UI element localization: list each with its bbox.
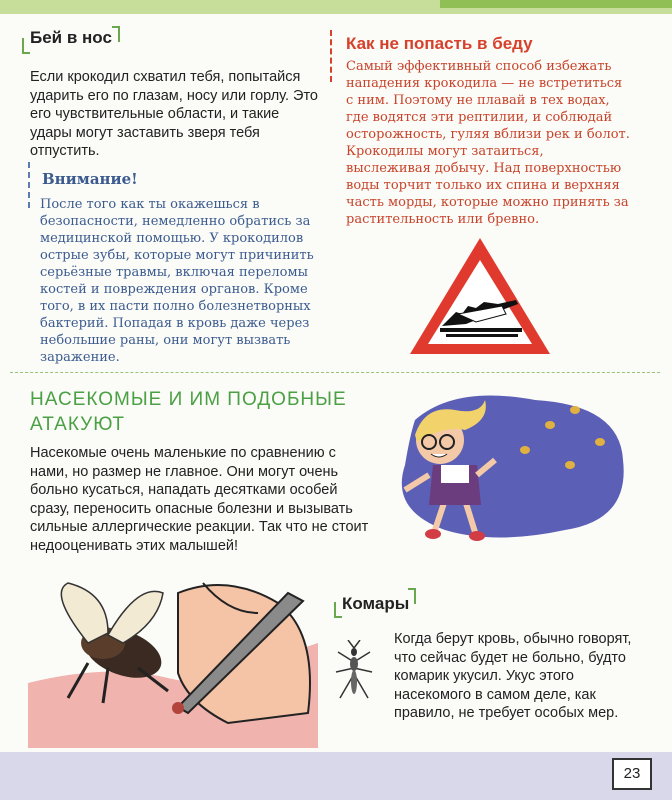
avoid-marker [330, 30, 332, 82]
bee-sting-tweezers [28, 573, 318, 748]
insects-text: Насекомые очень маленькие по сравнению с нами, но размер не главное. Они могут очень больно кусаться, нападать десятками особей сразу, переносить опасные болезни и вызывать сильные аллергические реакции. Так что не стоит недооценивать этих малышей! [30, 445, 369, 554]
mosquitoes-text: Когда берут кровь, обычно говорят, что сейчас будет не больно, будто комарик укусил. Укус этого насекомого в самом деле, как правило, не требует особых мер. [394, 631, 632, 721]
section-divider [10, 372, 660, 373]
girl-running-from-bees [385, 380, 635, 560]
avoid-text: Самый эффективный способ избежать нападения крокодила — не встретиться с ним. Поэтому не плавай в тех водах, где водятся эти рептилии, и соблюдай осторожность, гуляя вблизи рек и болот. Крокодилы могут затаиться, выслеживая добычу. Над поверхностью воды торчит только их спина и верхняя часть морды, которые можно принять за растительность или бревно. [346, 59, 630, 227]
heading-bracket-right [112, 26, 120, 42]
heading-bracket-left [334, 602, 342, 618]
attention-heading: Внимание! [42, 170, 138, 188]
nose-heading: Бей в нос [30, 28, 112, 47]
attention-text: После того как ты окажешься в безопасности, немедленно обратись за медицинской помощью. У крокодилов острые зубы, которые могут причинить серьёзные травмы, включая переломы костей и повреждения органов. Кроме того, в их пасти полно болезнетворных бактерий. Попадая в кровь даже через небольшие раны, они могут вызвать заражение. [40, 197, 314, 365]
page-number: 23 [612, 758, 652, 790]
crocodile-warning-sign [406, 234, 554, 358]
insects-title-line1: НАСЕКОМЫЕ И ИМ ПОДОБНЫЕ [30, 389, 347, 410]
nose-text: Если крокодил схватил тебя, попытайся ударить его по глазам, носу или горлу. Это его чувствительные области, и такие удары могут заставить зверя тебя отпустить. [30, 69, 318, 159]
top-decor-strip-accent [440, 0, 672, 8]
insects-title-line2: АТАКУЮТ [30, 414, 125, 435]
bottom-decor-band [0, 752, 672, 800]
attention-marker [28, 162, 30, 208]
mosquito-icon [334, 640, 374, 702]
avoid-heading: Как не попасть в беду [346, 34, 533, 53]
heading-bracket-left [22, 38, 30, 54]
mosquitoes-heading: Комары [342, 594, 410, 613]
